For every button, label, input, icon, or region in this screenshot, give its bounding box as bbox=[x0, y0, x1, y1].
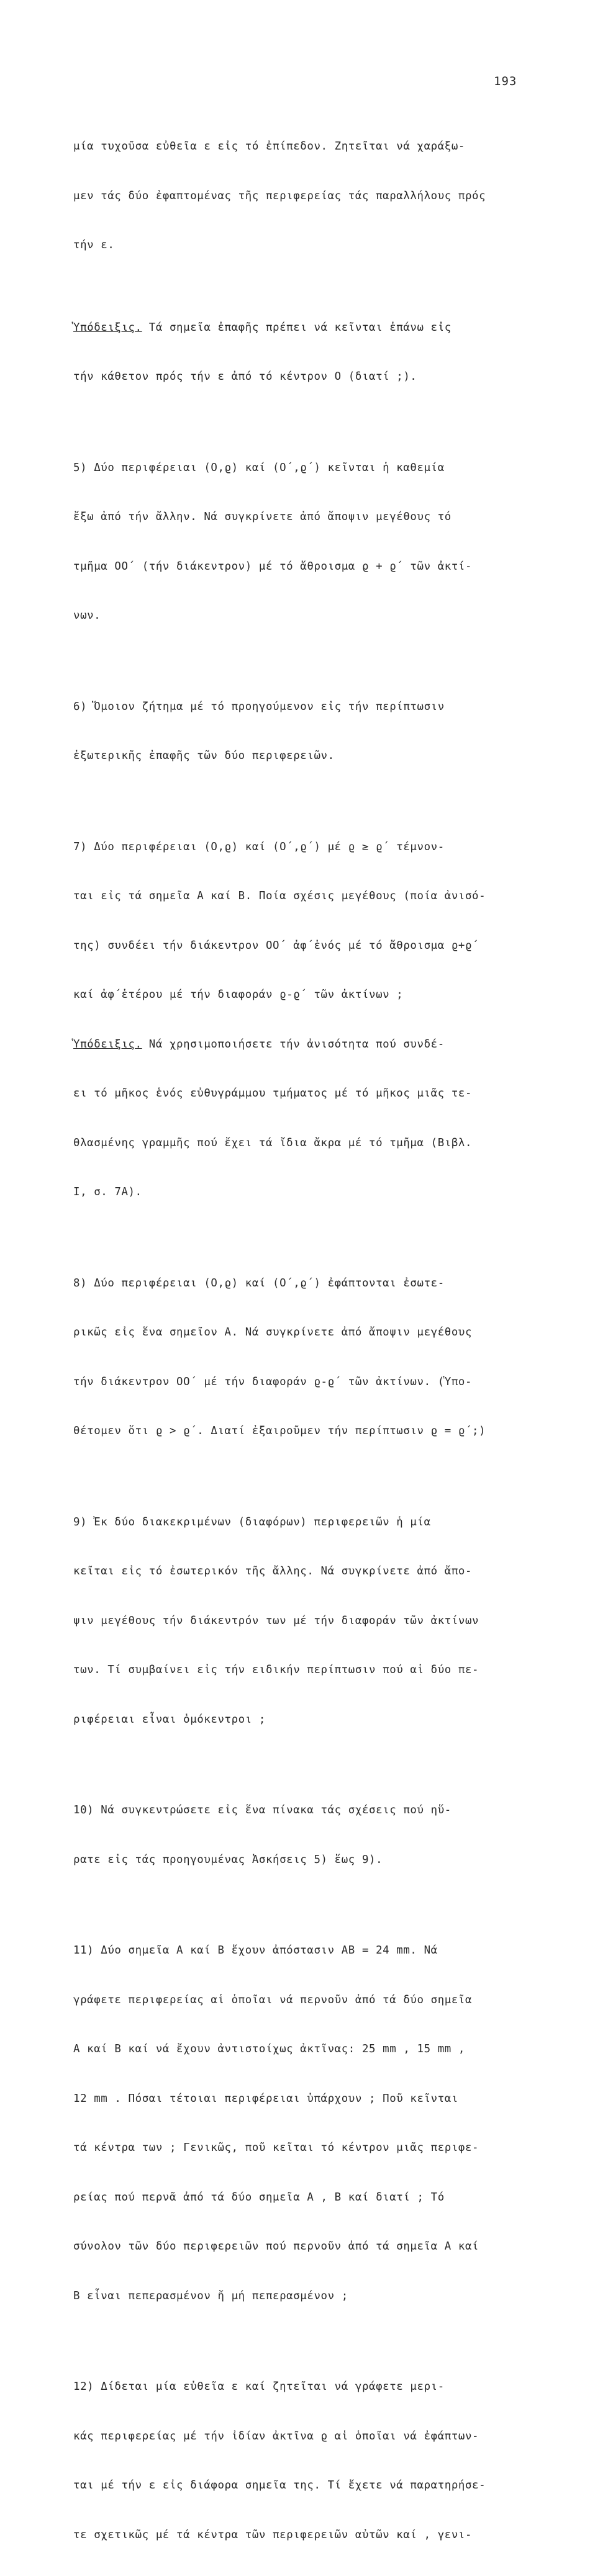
text-line: 5) Δύο περιφέρειαι (Ο,ϱ) καί (Ο΄,ϱ΄) κεῖνται ἡ καθεμία bbox=[73, 461, 445, 474]
text-line: σύνολον τῶν δύο περιφερειῶν πού περνοῦν ἀπό τά σημεῖα Α καί bbox=[73, 2240, 479, 2253]
paragraph-intro bbox=[73, 105, 545, 287]
exercise-9 bbox=[73, 1481, 545, 1761]
text-line: θέτομεν ὅτι ϱ > ϱ΄. Διατί ἐξαιροῦμεν τήν περίπτωσιν ϱ = ϱ΄;) bbox=[73, 1425, 486, 1437]
exercise-6 bbox=[73, 666, 545, 797]
text-line: 12) Δίδεται μία εὐθεῖα ε καί ζητεῖται νά γράφετε μερι- bbox=[73, 2381, 445, 2393]
text-line: 6) Ὅμοιον ζήτημα μέ τό προηγούμενον εἰς τήν περίπτωσιν bbox=[73, 700, 445, 713]
exercise-12 bbox=[73, 2346, 545, 2576]
text-line: ρείας πού περνᾶ ἀπό τά δύο σημεῖα Α , Β καί διατί ; Τό bbox=[73, 2191, 445, 2204]
text-line: κεῖται εἰς τό ἐσωτερικόν τῆς ἄλλης. Νά συγκρίνετε ἀπό ἄπο- bbox=[73, 1565, 473, 1577]
text-line: τά κέντρα των ; Γενικῶς, ποῦ κεῖται τό κέντρον μιᾶς περιφε- bbox=[73, 2142, 479, 2154]
text-line: ψιν μεγέθους τήν διάκεντρόν των μέ τήν διαφοράν τῶν ἀκτίνων bbox=[73, 1614, 479, 1627]
text-line: των. Τί συμβαίνει εἰς τήν ειδικήν περίπτωσιν πού αἱ δύο πε- bbox=[73, 1664, 479, 1676]
text-line: τε σχετικῶς μέ τά κέντρα τῶν περιφερειῶν αὐτῶν καί , γενι- bbox=[73, 2528, 473, 2541]
exercise-5 bbox=[73, 427, 545, 657]
exercise-10 bbox=[73, 1769, 545, 1901]
hint-label: Ὑπόδειξις. bbox=[73, 321, 142, 334]
exercise-7 bbox=[73, 806, 545, 1234]
text-line: μεν τάς δύο ἐφαπτομένας τῆς περιφερείας τάς παραλλήλους πρός bbox=[73, 189, 486, 202]
text-line: ει τό μῆκος ἑνός εὐθυγράμμου τμήματος μέ τό μῆκος μιᾶς τε- bbox=[73, 1087, 473, 1100]
text-line: κάς περιφερείας μέ τήν ἰδίαν ἀκτῖνα ϱ αἱ ὁποῖαι νά ἐφάπτων- bbox=[73, 2430, 479, 2443]
text-line: γράφετε περιφερείας αἱ ὁποῖαι νά περνοῦν ἀπό τά δύο σημεῖα bbox=[73, 1993, 473, 2006]
exercise-8 bbox=[73, 1242, 545, 1473]
text-line: 9) Ἐκ δύο διακεκριμένων (διαφόρων) περιφερειῶν ἡ μία bbox=[73, 1515, 431, 1528]
text-line: της) συνδέει τήν διάκεντρον ΟΟ΄ ἀφ΄ἑνός μέ τό ἄθροισμα ϱ+ϱ΄ bbox=[73, 939, 479, 952]
page-number: 193 bbox=[494, 74, 517, 88]
text-line: Β εἶναι πεπερασμένον ἤ μή πεπερασμένον ; bbox=[73, 2289, 348, 2302]
text-line: 10) Νά συγκεντρώσετε εἰς ἕνα πίνακα τάς σχέσεις πού ηὕ- bbox=[73, 1804, 452, 1816]
text-line: τμῆμα ΟΟ΄ (τήν διάκεντρον) μέ τό ἄθροισμα ϱ + ϱ΄ τῶν ἀκτί- bbox=[73, 560, 473, 573]
text-line-hint: Ὑπόδειξις. Νά χρησιμοποιήσετε τήν ἀνισότητα πού συνδέ- bbox=[73, 1038, 445, 1051]
hint-label: Ὑπόδειξις. bbox=[73, 1038, 142, 1051]
text-line: ται μέ τήν ε εἰς διάφορα σημεῖα της. Τί ἔχετε νά παρατηρήσε- bbox=[73, 2479, 486, 2492]
text-line-hint: Ὑπόδειξις. Τά σημεῖα ἐπαφῆς πρέπει νά κεῖνται ἐπάνω εἰς bbox=[73, 321, 452, 334]
text-line: 8) Δύο περιφέρειαι (Ο,ϱ) καί (Ο΄,ϱ΄) ἐφάπτονται ἐσωτε- bbox=[73, 1277, 445, 1290]
text-line: ἔξω ἀπό τήν ἄλλην. Νά συγκρίνετε ἀπό ἄποψιν μεγέθους τό bbox=[73, 511, 452, 523]
text-line: Α καί Β καί νά ἔχουν ἀντιστοίχως ἀκτῖνας: 25 mm , 15 mm , bbox=[73, 2043, 465, 2055]
text-line: ται εἰς τά σημεῖα Α καί Β. Ποία σχέσις μεγέθους (ποία ἀνισό- bbox=[73, 890, 486, 902]
text-line: 11) Δύο σημεῖα Α καί Β ἔχουν ἀπόστασιν ΑΒ = 24 mm. Νά bbox=[73, 1944, 438, 1957]
text-line: τήν διάκεντρον ΟΟ΄ μέ τήν διαφοράν ϱ-ϱ΄ τῶν ἀκτίνων. (Ὑπο- bbox=[73, 1375, 473, 1388]
exercise-11 bbox=[73, 1910, 545, 2337]
text-line: μία τυχοῦσα εὐθεῖα ε εἰς τό ἐπίπεδον. Ζητεῖται νά χαράξω- bbox=[73, 140, 465, 153]
text-line: 12 mm . Πόσαι τέτοιαι περιφέρειαι ὑπάρχουν ; Ποῦ κεῖνται bbox=[73, 2092, 458, 2105]
text-line: 7) Δύο περιφέρειαι (Ο,ϱ) καί (Ο΄,ϱ΄) μέ ϱ ≥ ϱ΄ τέμνον- bbox=[73, 840, 445, 853]
text-line: τήν κάθετον πρός τήν ε ἀπό τό κέντρον Ο (διατί ;). bbox=[73, 370, 417, 383]
paragraph-hint-1 bbox=[73, 287, 545, 418]
text-line: τήν ε. bbox=[73, 239, 115, 251]
page-body bbox=[73, 105, 545, 2576]
text-line: καί ἀφ΄ἑτέρου μέ τήν διαφοράν ϱ-ϱ΄ τῶν ἀκτίνων ; bbox=[73, 989, 404, 1001]
text-line: ριφέρειαι εἶναι ὁμόκεντροι ; bbox=[73, 1713, 266, 1726]
text-line: ρατε εἰς τάς προηγουμένας Ἀσκήσεις 5) ἕως 9). bbox=[73, 1853, 383, 1866]
text-line: νων. bbox=[73, 609, 101, 622]
text-line: Ι, σ. 7Α). bbox=[73, 1186, 142, 1198]
text-line: ρικῶς εἰς ἕνα σημεῖον Α. Νά συγκρίνετε ἀπό ἄποψιν μεγέθους bbox=[73, 1326, 473, 1339]
text-line: ἐξωτερικῆς ἐπαφῆς τῶν δύο περιφερειῶν. bbox=[73, 750, 335, 762]
text-line: θλασμένης γραμμῆς πού ἔχει τά ἴδια ἄκρα μέ τό τμῆμα (Βιβλ. bbox=[73, 1136, 473, 1149]
